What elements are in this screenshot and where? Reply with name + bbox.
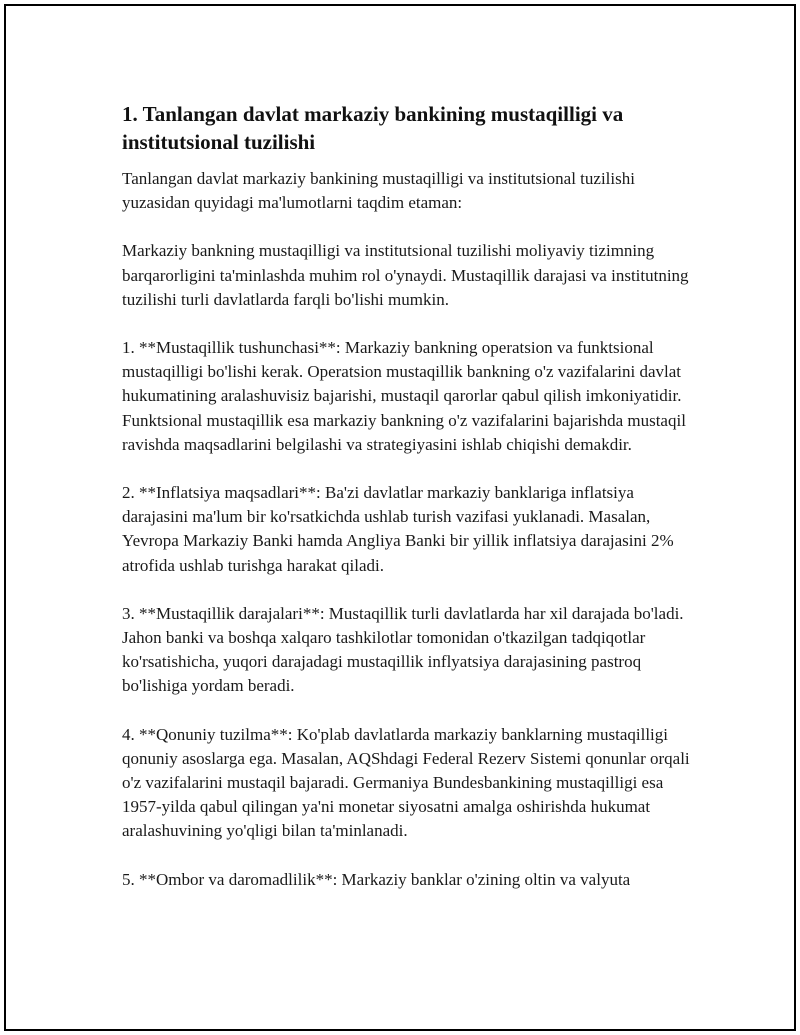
list-item-3-independence-levels: 3. **Mustaqillik darajalari**: Mustaqillik turli davlatlarda har xil darajada bo'ladi. Jahon banki va boshqa xalqaro tashkilotlar tomonidan o'tkazilgan tadqiqotlar ko'rsatishicha, yuqori darajadagi mustaqillik inflyatsiya darajasining pastroq bo'lishiga yordam beradi. <box>122 603 684 696</box>
document-page <box>4 4 796 1031</box>
section-heading: 1. Tanlangan davlat markaziy bankining mustaqilligi va institutsional tuzilishi <box>122 102 624 154</box>
list-item-4-legal-framework: 4. **Qonuniy tuzilma**: Ko'plab davlatlarda markaziy banklarning mustaqilligi qonuniy asoslarga ega. Masalan, AQShdagi Federal Rezerv Sistemi qonunlar orqali o'z vazifalarini mustaqil bajaradi. Germaniya Bundesbankining mustaqilligi esa 1957-yilda qabul qilingan ya'ni monetar siyosatni amalga oshirishda hukumat aralashuvining yo'qligi bilan ta'minlanadi. <box>122 724 690 841</box>
document-body <box>122 100 702 916</box>
list-item-5-reserves-profitability: 5. **Ombor va daromadlilik**: Markaziy banklar o'zining oltin va valyuta <box>122 869 631 889</box>
list-item-1-independence-concept: 1. **Mustaqillik tushunchasi**: Markaziy bankning operatsion va funktsional mustaqilligi bo'lishi kerak. Operatsion mustaqillik bankning o'z vazifalarini davlat hukumatining aralashuvisiz bajarishi, mustaqil qarorlar qabul qilish imkoniyatidir. Funktsional mustaqillik esa markaziy bankning o'z vazifalarini bajarishda mustaqil ravishda maqsadlarini belgilashi va strategiyasini ishlab chiqishi demakdir. <box>122 338 686 454</box>
list-item-2-inflation-targets: 2. **Inflatsiya maqsadlari**: Ba'zi davlatlar markaziy banklariga inflatsiya darajasini ma'lum bir ko'rsatkichda ushlab turish vazifasi yuklanadi. Masalan, Yevropa Markaziy Banki hamda Angliya Banki bir yillik inflatsiya darajasini 2% atrofida ushlab turishga harakat qiladi. <box>122 483 674 575</box>
overview-paragraph: Markaziy bankning mustaqilligi va institutsional tuzilishi moliyaviy tizimning barqarorligini ta'minlashda muhim rol o'ynaydi. Mustaqillik darajasi va institutning tuzilishi turli davlatlarda farqli bo'lishi mumkin. <box>122 241 689 309</box>
intro-paragraph: Tanlangan davlat markaziy bankining mustaqilligi va institutsional tuzilishi yuzasidan quyidagi ma'lumotlarni taqdim etaman: <box>122 169 635 213</box>
